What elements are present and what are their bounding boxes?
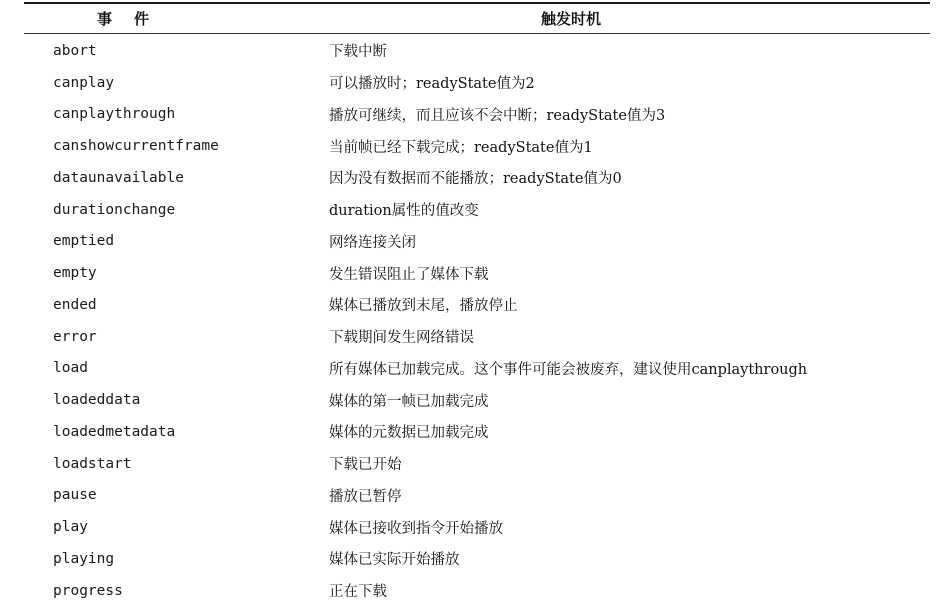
media-events-table — [24, 2, 930, 607]
table-row — [24, 353, 930, 385]
trigger-description-cell: 可以播放时；readyState值为2 — [329, 76, 535, 93]
trigger-description-cell: 播放已暂停 — [329, 488, 402, 505]
table-row — [24, 194, 930, 226]
trigger-description-cell: 媒体已接收到指令开始播放 — [329, 520, 503, 537]
trigger-description-cell: duration属性的值改变 — [329, 203, 479, 220]
table-row — [24, 448, 930, 480]
table-row — [24, 130, 930, 162]
event-name-cell: pause — [53, 487, 97, 504]
column-header-event: 事件 — [96, 10, 171, 28]
event-name-cell: empty — [53, 265, 97, 282]
table-row — [24, 99, 930, 131]
trigger-description-cell: 媒体的元数据已加载完成 — [329, 425, 489, 442]
table-header-row — [24, 4, 930, 33]
event-name-cell: playing — [53, 550, 115, 567]
event-name-cell: canplay — [53, 74, 115, 91]
event-name-cell: progress — [53, 582, 123, 599]
trigger-description-cell: 当前帧已经下载完成；readyState值为1 — [329, 139, 593, 156]
event-name-cell: canplaythrough — [53, 106, 176, 123]
column-header-trigger: 触发时机 — [540, 10, 601, 28]
table-row — [24, 226, 930, 258]
table-row — [24, 543, 930, 575]
trigger-description-cell: 正在下载 — [329, 584, 387, 601]
event-name-cell: canshowcurrentframe — [53, 138, 219, 155]
event-name-cell: loadedmetadata — [53, 423, 176, 440]
table-row — [24, 384, 930, 416]
event-name-cell: error — [53, 328, 97, 345]
table-row — [24, 321, 930, 353]
table-row — [24, 257, 930, 289]
table-row — [24, 575, 930, 607]
table-row — [24, 416, 930, 448]
trigger-description-cell: 下载期间发生网络错误 — [329, 330, 474, 347]
trigger-description-cell: 发生错误阻止了媒体下载 — [329, 266, 489, 283]
event-name-cell: load — [53, 360, 88, 377]
event-name-cell: durationchange — [53, 201, 176, 218]
table-body — [24, 34, 930, 607]
trigger-description-cell: 媒体已实际开始播放 — [329, 552, 460, 569]
trigger-description-cell: 网络连接关闭 — [329, 234, 416, 251]
table-row — [24, 480, 930, 512]
trigger-description-cell: 下载已开始 — [329, 457, 402, 474]
event-name-cell: play — [53, 519, 88, 536]
event-name-cell: loadeddata — [53, 392, 141, 409]
trigger-description-cell: 所有媒体已加载完成。这个事件可能会被废弃，建议使用canplaythrough — [329, 361, 808, 378]
event-name-cell: ended — [53, 296, 97, 313]
event-name-cell: emptied — [53, 233, 115, 250]
event-name-cell: dataunavailable — [53, 169, 184, 186]
table-row — [24, 67, 930, 99]
table-row — [24, 511, 930, 543]
table-row — [24, 162, 930, 194]
event-name-cell: abort — [53, 42, 97, 59]
trigger-description-cell: 因为没有数据而不能播放；readyState值为0 — [329, 171, 622, 188]
trigger-description-cell: 媒体的第一帧已加载完成 — [329, 393, 489, 410]
table-row — [24, 289, 930, 321]
trigger-description-cell: 媒体已播放到末尾，播放停止 — [329, 298, 518, 315]
table-row — [24, 35, 930, 67]
trigger-description-cell: 播放可继续，而且应该不会中断；readyState值为3 — [329, 107, 666, 124]
event-name-cell: loadstart — [53, 455, 132, 472]
trigger-description-cell: 下载中断 — [329, 44, 387, 61]
